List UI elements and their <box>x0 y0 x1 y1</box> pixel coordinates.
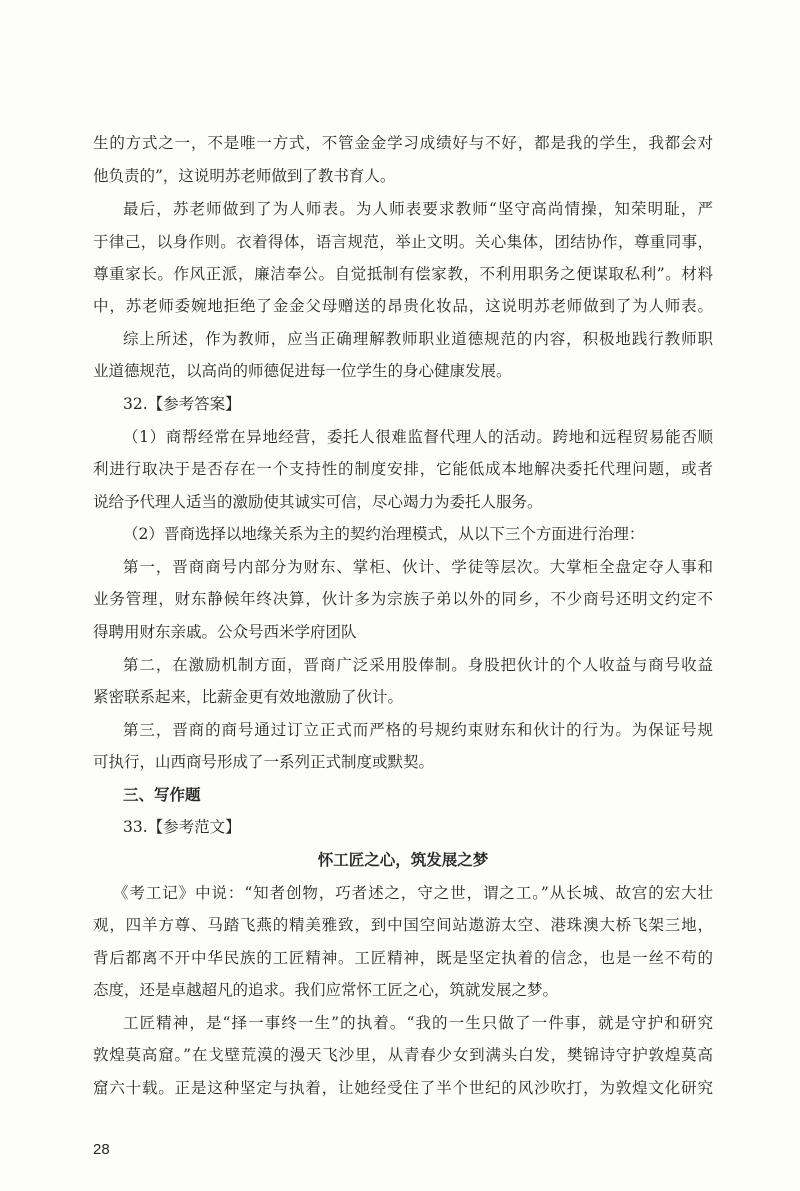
text-line: 于律己，以身作则。衣着得体，语言规范，举止文明。关心集体，团结协作，尊重同事， <box>93 233 713 251</box>
text-line: 第三，晋商的商号通过订立正式而严格的号规约束财东和伙计的行为。为保证号规 <box>123 721 713 739</box>
text-line: 观，四羊方尊、马踏飞燕的精美雅致，到中国空间站遨游太空、港珠澳大桥飞架三地， <box>93 916 713 934</box>
text-line: （1）商帮经常在异地经营，委托人很难监督代理人的活动。跨地和远程贸易能否顺 <box>123 428 713 446</box>
text-line: 说给予代理人适当的激励使其诚实可信，尽心竭力为委托人服务。 <box>93 493 543 511</box>
page-number: 28 <box>93 1141 110 1158</box>
text-line: 敦煌莫高窟。”在戈壁荒漠的漫天飞沙里，从青春少女到满头白发，樊锦诗守护敦煌莫高 <box>93 1046 713 1064</box>
text-line: 可执行，山西商号形成了一系列正式制度或默契。 <box>93 753 435 771</box>
text-line: 得聘用财东亲戚。公众号西米学府团队 <box>93 623 357 641</box>
text-line: 第一，晋商商号内部分为财东、掌柜、伙计、学徒等层次。大掌柜全盘定夺人事和 <box>123 558 713 576</box>
text-line: 尊重家长。作风正派，廉洁奉公。自觉抵制有偿家教，不利用职务之便谋取私利”。材料 <box>93 265 713 283</box>
text-line: 业道德规范，以高尚的师德促进每一位学生的身心健康发展。 <box>93 362 512 380</box>
text-line: 业务管理，财东静候年终决算，伙计多为宗族子弟以外的同乡，不少商号还明文约定不 <box>93 590 713 608</box>
text-line: 《考工记》中说：“知者创物，巧者述之，守之世，谓之工。”从长城、故宫的宏大壮 <box>113 884 713 902</box>
text-line: 第二，在激励机制方面，晋商广泛采用股俸制。身股把伙计的个人收益与商号收益 <box>123 656 713 674</box>
text-line: 工匠精神，是“择一事终一生”的执着。“我的一生只做了一件事，就是守护和研究 <box>123 1014 713 1032</box>
text-line: 最后，苏老师做到了为人师表。为人师表要求教师“坚守高尚情操，知荣明耻，严 <box>123 200 713 218</box>
text-line: 窟六十载。正是这种坚定与执着，让她经受住了半个世纪的风沙吹打，为敦煌文化研究 <box>93 1079 713 1097</box>
text-line: 背后都离不开中华民族的工匠精神。工匠精神，既是坚定执着的信念，也是一丝不苟的 <box>93 949 713 967</box>
text-line: （2）晋商选择以地缘关系为主的契约治理模式，从以下三个方面进行治理： <box>123 525 645 543</box>
answer-heading: 33.【参考范文】 <box>123 818 241 836</box>
text-line: 生的方式之一，不是唯一方式，不管金金学习成绩好与不好，都是我的学生，我都会对 <box>93 134 713 152</box>
answer-heading: 32.【参考答案】 <box>123 395 241 413</box>
essay-title: 怀工匠之心，筑发展之梦 <box>317 850 489 869</box>
text-line: 综上所述，作为教师，应当正确理解教师职业道德规范的内容，积极地践行教师职 <box>123 330 713 348</box>
text-line: 态度，还是卓越超凡的追求。我们应常怀工匠之心，筑就发展之梦。 <box>93 981 559 999</box>
text-line: 他负责的”，这说明苏老师做到了教书育人。 <box>93 167 396 185</box>
text-line: 中，苏老师委婉地拒绝了金金父母赠送的昂贵化妆品，这说明苏老师做到了为人师表。 <box>93 297 713 315</box>
section-heading: 三、写作题 <box>123 785 201 804</box>
text-line: 紧密联系起来，比薪金更有效地激励了伙计。 <box>93 688 404 706</box>
text-line: 利进行取决于是否存在一个支持性的制度安排，它能低成本地解决委托代理问题，或者 <box>93 460 713 478</box>
